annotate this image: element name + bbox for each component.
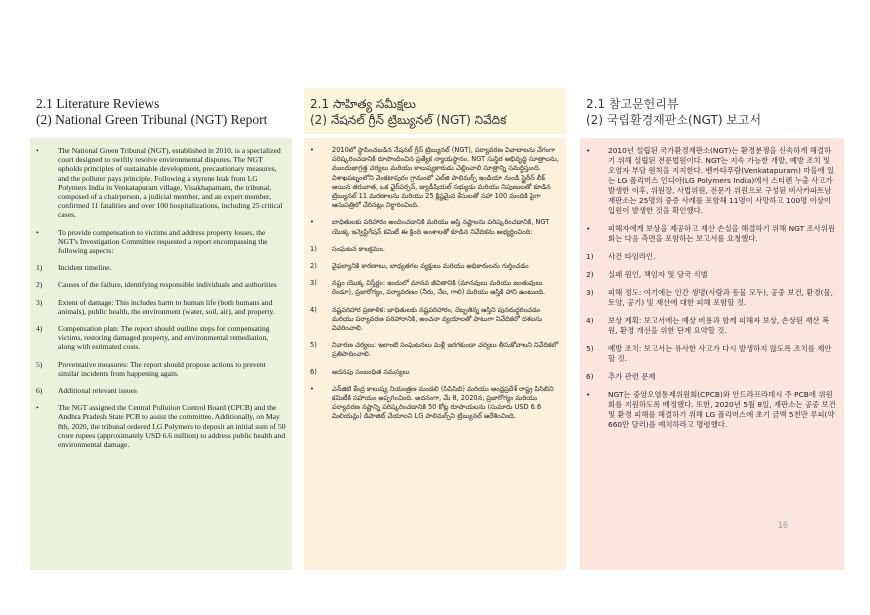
list-item: [36, 403, 286, 449]
item-text: 실패 원인, 책임자 및 당국 식별: [608, 270, 708, 279]
column-body: [580, 138, 844, 570]
column-heading: [30, 88, 292, 134]
list-item: [310, 218, 560, 236]
item-text: 2010లో స్థాపించబడిన నేషనల్ గ్రీన్ ట్రిబ్యునల్ (NGT), పర్యావరణ వివాదాలను వేగంగా పరిష్కరించడానికి రూపొందించిన ప్రత్యేక న్యాయస్థానం. NGT సుస్థిర అభివృద్ధి సూత్రాలను, ముందుజాగ్రత్త చర్యలు మరియు కాలుష్యకారుడు చెల్లించాలి సూత్రాన్ని సమర్థిస్తుంది. విశాఖపట్నంలోని వెంకటాపురం గ్రామంలో ఎల్‌జి పాలిమర్స్ ఇండియా నుండి స్టైరీన్ లీక్ అయిన తరువాత, ఒక ఛైర్‌పర్సన్, జ్యుడీషియల్ సభ్యుడు మరియు నిపుణులతో కూడిన ట్రిబ్యునల్ 11 మరణాలను మరియు 25 క్లిష్టమైన కేసులతో సహా 100 మందికి పైగా ఆసుపత్రిలో చేరినట్లు నిర్ధారించింది.: [332, 146, 559, 210]
item-text: Extent of damage: This includes harm to human life (both humans and animals), public health, the environment (water, soil, air), and property.: [58, 297, 275, 316]
list-item: [36, 298, 286, 316]
list-item: [310, 245, 560, 254]
list-item: [586, 316, 838, 336]
heading-line-2: (2) నేషనల్ గ్రీన్ ట్రిబ్యునల్ (NGT) నివేదిక: [310, 113, 507, 127]
item-marker: •: [586, 146, 591, 155]
item-text: To provide compensation to victims and address property losses, the NGT's Investigation Committee requested a report encompassing the following aspects:: [58, 227, 268, 256]
column-body: [304, 138, 566, 570]
item-marker: 5): [36, 359, 43, 369]
list-item: [586, 288, 838, 308]
item-marker: 2): [586, 270, 594, 279]
list-item: [36, 280, 286, 289]
item-marker: •: [586, 224, 591, 233]
item-text: బాధితులకు పరిహారం అందించడానికి మరియు ఆస్తి నష్టాలను పరిష్కరించడానికి, NGT యొక్క ఇన్వెస్టిగేషన్ కమిటీ ఈ క్రింది అంశాలతో కూడిన నివేదికను అభ్యర్థించింది:: [332, 218, 550, 236]
item-marker: 1): [586, 252, 594, 261]
item-marker: 1): [310, 244, 317, 253]
item-text: Additional relevant issues: [58, 386, 137, 396]
list-item: [310, 262, 560, 271]
item-marker: 6): [36, 386, 43, 396]
item-text: NGT는 중앙오염통제위원회(CPCB)와 안드라프라데시 주 PCB에 위원회를 지원하도록 배정했다. 또한, 2020년 5월 8일, 재판소는 공중 보건 및 환경 피해를 해결하기 위해 LG 폴리머스에 초기 금액 5천만 루피(약 660만 달러)를 예치하라고 명령했다.: [608, 390, 836, 429]
column-telugu: [304, 88, 566, 421]
item-marker: 6): [586, 372, 594, 381]
item-marker: 3): [310, 279, 317, 288]
item-marker: 3): [36, 297, 43, 307]
list-item: [586, 146, 838, 216]
list-item: [310, 279, 560, 297]
item-text: ఎన్‌జిటి కేంద్ర కాలుష్య నియంత్రణ మండలి (సిపిసిబి) మరియు ఆంధ్రప్రదేశ్ రాష్ట్ర పిసిబిని కమిటీకి సహాయం అప్పగించింది. అదనంగా, మే 8, 2020న, ప్రజారోగ్యం మరియు పర్యావరణ నష్టాన్ని పరిష్కరించడానికి 50 కోట్ల రూపాయలను (సుమారు USD 6.6 మిలియన్లు) డిపాజిట్ చేయాలని LG పాలిమర్స్‌ని ట్రిబ్యునల్ ఆదేశించింది.: [332, 384, 554, 421]
list-item: [310, 341, 560, 359]
list-item: [36, 263, 286, 272]
list-item: [310, 146, 560, 210]
heading-line-2: (2) National Green Tribunal (NGT) Report: [36, 112, 268, 127]
column-korean: [580, 88, 844, 429]
item-text: Compensation plan: The report should outline steps for compensating victims, restoring damaged property, and environmental remediation, along with estimated costs.: [58, 324, 270, 352]
item-text: నష్టం యొక్క విస్తీర్ణం: ఇందులో మానవ జీవితానికి (మానవులు మరియు జంతువులు రెండూ), ప్రజారోగ్యం, పర్యావరణం (నీరు, నేల, గాలి) మరియు ఆస్తికి హాని ఉంటుంది.: [332, 279, 546, 297]
list-item: [586, 390, 838, 430]
page-number: 16: [778, 520, 789, 530]
list-item: [36, 228, 286, 256]
item-text: సంఘటన కాలక్రమం.: [332, 244, 386, 253]
item-text: Causes of the failure, identifying responsible individuals and authorities: [58, 280, 277, 290]
item-marker: 1): [36, 263, 43, 273]
item-marker: •: [586, 390, 591, 399]
item-marker: •: [36, 403, 39, 413]
list-item: [586, 224, 838, 244]
list-item: [586, 344, 838, 364]
item-text: అదనపు సంబంధిత సమస్యలు: [332, 367, 410, 376]
item-text: Incident timeline.: [58, 263, 112, 273]
list-item: [310, 385, 560, 422]
item-marker: 4): [36, 324, 43, 334]
list-item: [36, 386, 286, 395]
column-body: [30, 138, 292, 570]
item-marker: 3): [586, 288, 594, 297]
list-item: [586, 252, 838, 262]
item-marker: 5): [586, 344, 594, 353]
item-text: 추가 관련 문제: [608, 372, 656, 381]
item-marker: •: [310, 384, 314, 393]
item-marker: 6): [310, 367, 317, 376]
list-item: [310, 368, 560, 377]
item-text: 2010년 설립된 국가환경재판소(NGT)는 환경분쟁을 신속하게 해결하기 위해 설립된 전문법원이다. NGT는 지속 가능한 개발, 예방 조치 및 오염자 부담 원칙을 지지한다. 벤카타푸람(Venkatapuram) 마을에 있는 LG 폴리머스 인디아(LG Polymers India)에서 스티렌 누출 사고가 발생한 이후, 위원장, 사법위원, 전문가 위원으로 구성된 비사카파트남 재판소는 25명의 중증 사례를 포함해 11명이 사망하고 100명 이상이 입원이 발생한 것을 확인했다.: [608, 146, 835, 215]
list-item: [36, 146, 286, 220]
list-item: [586, 372, 838, 382]
item-text: 예방 조치: 보고서는 유사한 사고가 다시 발생하지 않도록 조치를 제안할 것.: [608, 344, 832, 363]
item-marker: 2): [310, 262, 317, 271]
item-marker: 2): [36, 280, 43, 290]
heading-line-1: 2.1 참고문헌리뷰: [586, 97, 679, 111]
item-marker: •: [36, 227, 39, 237]
item-marker: 5): [310, 341, 317, 350]
heading-line-2: (2) 국립환경재판소(NGT) 보고서: [586, 113, 762, 127]
item-text: Preventative measures: The report should propose actions to prevent similar incidents from happening again.: [58, 359, 266, 378]
item-text: వైఫల్యానికి కారణాలు, బాధ్యతగల వ్యక్తులు మరియు అధికారులను గుర్తించడం: [332, 262, 529, 271]
column-english: [30, 88, 292, 450]
heading-line-1: 2.1 Literature Reviews: [36, 96, 160, 111]
item-text: నివారణ చర్యలు: ఇలాంటి సంఘటనలు మళ్లీ జరగకుండా చర్యలు తీసుకోవాలని నివేదికలో ప్రతిపాదించాలి.: [332, 341, 559, 359]
item-marker: 4): [586, 316, 594, 325]
item-text: 사건 타임라인.: [608, 252, 656, 261]
item-text: The National Green Tribunal (NGT), established in 2010, is a specialized court designed to swiftly resolve environmental disputes. The NGT upholds principles of sustainable development, precautionary measures, and the polluter pays principle. Following a styrene leak from LG Polymers India in Venkatapuram village, Visakhapatnam, the tribunal, composed of a chairperson, a judicial member, and an expert member, confirmed 11 fatalities and over 100 hospitalizations, including 25 critical cases.: [58, 146, 283, 220]
list-item: [36, 324, 286, 352]
column-heading: [580, 88, 844, 134]
column-heading: [304, 88, 566, 134]
item-marker: •: [310, 218, 314, 227]
item-text: 피해 정도: 여기에는 인간 생명(사람과 동물 모두), 공중 보건, 환경(물, 토양, 공기) 및 재산에 대한 피해 포함할 것.: [608, 288, 833, 307]
item-text: 피해자에게 보상을 제공하고 재산 손실을 해결하기 위해 NGT 조사위원회는 다음 측면을 포함하는 보고서를 요청했다.: [608, 224, 836, 243]
item-marker: 4): [310, 305, 317, 314]
item-text: The NGT assigned the Central Pollution Control Board (CPCB) and the Andhra Pradesh State PCB to assist the committee. Additionally, on May 8th, 2020, the tribunal ordered LG Polymers to deposit an initial sum of 50 crore rupees (approximately USD 6.6 million) to address public health and environmental damage.: [58, 403, 286, 450]
list-item: [36, 360, 286, 378]
item-marker: •: [36, 146, 39, 155]
list-item: [586, 270, 838, 280]
item-text: నష్టపరిహార ప్రణాళిక: బాధితులకు నష్టపరిహారం, దెబ్బతిన్న ఆస్తిని పునరుద్ధరించడం మరియు పర్యావరణ పరిహారానికి, అంచనా వ్యయాలతో పాటుగా నివేదికలో దశలను వివరించాలి.: [332, 305, 542, 333]
item-text: 보상 계획: 보고서에는 예상 비용과 함께 피해자 보상, 손상된 재산 복원, 환경 개선을 위한 단계 요약할 것.: [608, 316, 830, 335]
list-item: [310, 306, 560, 334]
heading-line-1: 2.1 సాహిత్య సమీక్షలు: [310, 97, 416, 111]
item-marker: •: [310, 146, 314, 154]
